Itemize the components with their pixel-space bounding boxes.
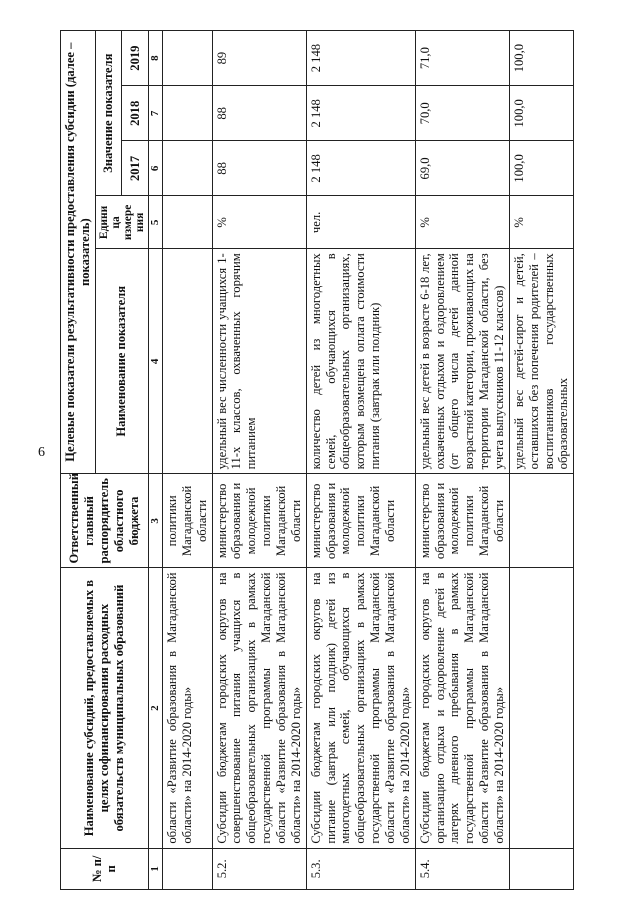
indicator-name: удельный вес детей-сирот и детей, оставшихся без попечения родителей – воспитанников государственных образовательных bbox=[509, 249, 573, 474]
table-row bbox=[306, 31, 415, 890]
indicator-name bbox=[162, 249, 212, 474]
subsidy-name: Субсидии бюджетам городских округов на совершенствование питания учащихся в общеобразовательных организациях в рамках государственной программы Магаданской области «Развитие образования в Магаданской области» на 2014-2020 годы» bbox=[212, 568, 306, 848]
row-num bbox=[162, 848, 212, 889]
column-index: 6 bbox=[148, 141, 162, 196]
value-2017: 100,0 bbox=[509, 141, 573, 196]
unit: чел. bbox=[306, 196, 415, 249]
table-row bbox=[212, 31, 306, 890]
unit: % bbox=[212, 196, 306, 249]
header-indicator-values: Значение показателя bbox=[95, 31, 122, 196]
value-2018: 70,0 bbox=[415, 86, 509, 141]
indicator-name: удельный вес детей в возрасте 6-18 лет, охваченных отдыхом и оздоровлением (от общего числа детей данной возрастной категории, проживающих на территории Магаданской области, без учета выпускников 11-12 классов) bbox=[415, 249, 509, 474]
column-index: 2 bbox=[148, 568, 162, 848]
table-row bbox=[415, 31, 509, 890]
value-2018 bbox=[162, 86, 212, 141]
distributor: министерство образования и молодежной политики Магаданской области bbox=[212, 474, 306, 568]
page-number: 6 bbox=[38, 445, 45, 460]
value-2017 bbox=[162, 141, 212, 196]
value-2018: 100,0 bbox=[509, 86, 573, 141]
value-2019: 89 bbox=[212, 31, 306, 86]
column-index: 4 bbox=[148, 249, 162, 474]
header-unit: Едини ца измере ния bbox=[95, 196, 148, 249]
column-index: 3 bbox=[148, 474, 162, 568]
row-num: 5.3. bbox=[306, 848, 415, 889]
column-index: 5 bbox=[148, 196, 162, 249]
subsidy-table bbox=[60, 30, 574, 890]
header-indicator-name: Наименование показателя bbox=[95, 249, 148, 474]
header-distributor: Ответственный главный распорядитель областного бюджета bbox=[61, 474, 149, 568]
subsidy-name: Субсидии бюджетам городских округов на питание (завтрак или полдник) детей из многодетных семей, обучающихся в общеобразовательных организациях в рамках государственной программы Магаданской области «Развитие образования в Магаданской области» на 2014-2020 годы» bbox=[306, 568, 415, 848]
value-2019: 71,0 bbox=[415, 31, 509, 86]
header-year: 2018 bbox=[122, 86, 149, 141]
subsidy-name: Субсидии бюджетам городских округов на организацию отдыха и оздоровление детей в лагерях дневного пребывания в рамках государственной программы Магаданской области «Развитие образования в Магаданской области» на 2014-2020 годы» bbox=[415, 568, 509, 848]
unit bbox=[162, 196, 212, 249]
value-2018: 88 bbox=[212, 86, 306, 141]
row-num bbox=[509, 848, 573, 889]
subsidy-name: области «Развитие образования в Магаданской области» на 2014-2020 годы» bbox=[162, 568, 212, 848]
distributor: министерство образования и молодежной политики Магаданской области bbox=[415, 474, 509, 568]
unit: % bbox=[415, 196, 509, 249]
distributor: министерство образования и молодежной политики Магаданской области bbox=[306, 474, 415, 568]
indicator-name: количество детей из многодетных семей, обучающихся в общеобразовательных организациях, которым возмещена оплата стоимости питания (завтрак или полдник) bbox=[306, 249, 415, 474]
row-num: 5.2. bbox=[212, 848, 306, 889]
value-2019 bbox=[162, 31, 212, 86]
header-year: 2019 bbox=[122, 31, 149, 86]
column-index: 8 bbox=[148, 31, 162, 86]
distributor: политики Магаданской области bbox=[162, 474, 212, 568]
column-index: 7 bbox=[148, 86, 162, 141]
indicator-name: удельный вес численности учащихся 1-11-х классов, охваченных горячим питанием bbox=[212, 249, 306, 474]
header-target-indicators: Целевые показатели результативности предоставления субсидии (далее – показатель) bbox=[61, 31, 96, 474]
table-row bbox=[162, 31, 212, 890]
value-2019: 100,0 bbox=[509, 31, 573, 86]
header-year: 2017 bbox=[122, 141, 149, 196]
unit: % bbox=[509, 196, 573, 249]
row-num: 5.4. bbox=[415, 848, 509, 889]
value-2017: 2 148 bbox=[306, 141, 415, 196]
value-2018: 2 148 bbox=[306, 86, 415, 141]
table-row bbox=[509, 31, 573, 890]
header-subsidy-name: Наименование субсидий, предоставляемых в целях софинансирования расходных обязательств муниципальных образований bbox=[61, 568, 149, 848]
distributor bbox=[509, 474, 573, 568]
rotated-page-content bbox=[60, 30, 620, 890]
header-num: № п/п bbox=[61, 848, 149, 889]
value-2019: 2 148 bbox=[306, 31, 415, 86]
subsidy-name bbox=[509, 568, 573, 848]
column-index: 1 bbox=[148, 848, 162, 889]
value-2017: 69,0 bbox=[415, 141, 509, 196]
value-2017: 88 bbox=[212, 141, 306, 196]
